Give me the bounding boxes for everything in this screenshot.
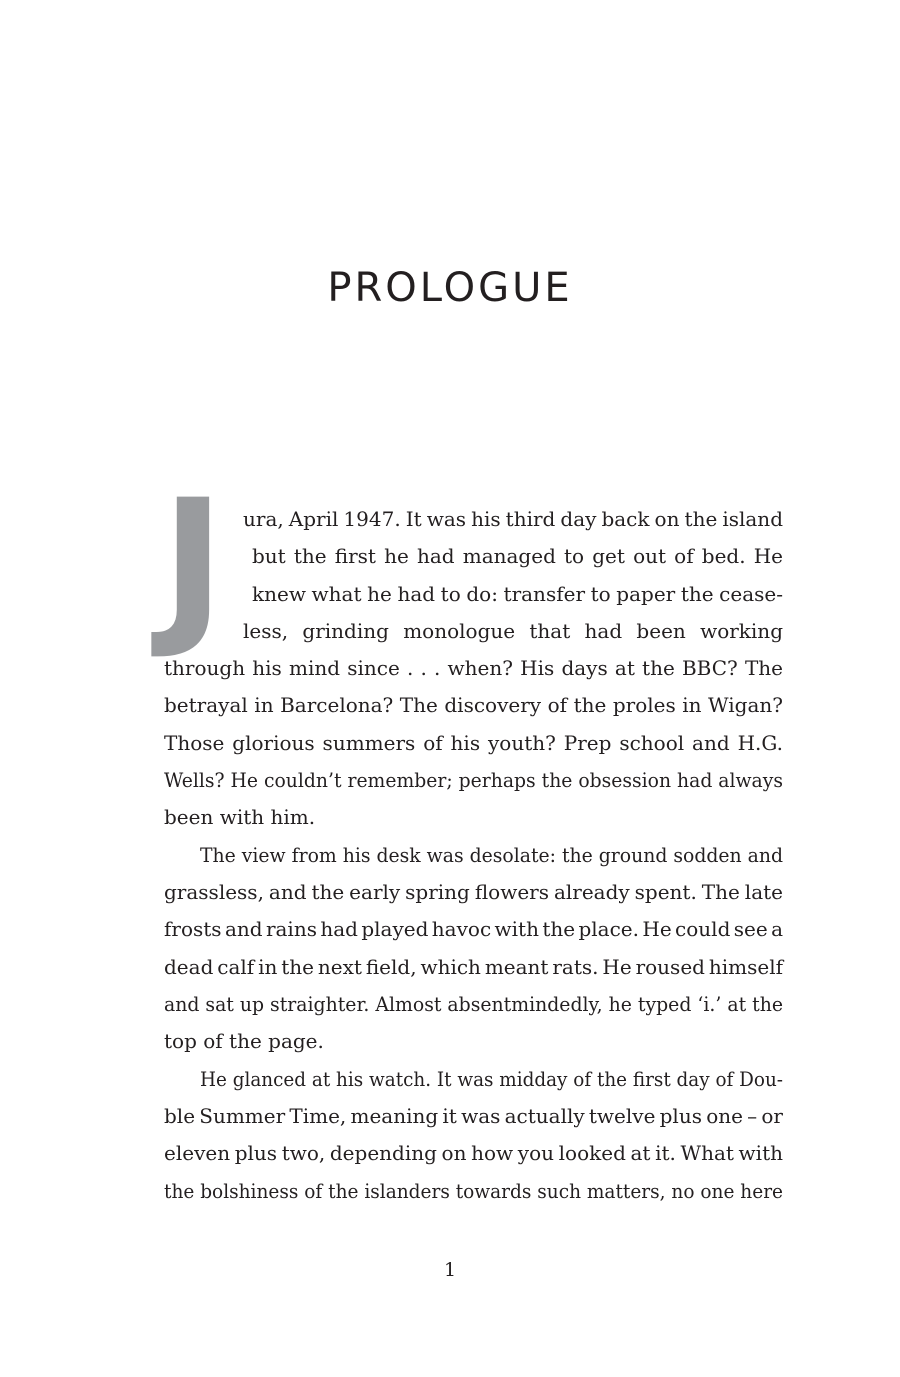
drop-cap-letter: J: [161, 462, 225, 663]
text-line: He glanced at his watch. It was midday of the first day of Dou-: [200, 1067, 783, 1091]
page-number: 1: [443, 1259, 457, 1281]
text-line: ble Summer Time, meaning it was actually twelve plus one – or: [164, 1104, 783, 1128]
text-line: and sat up straighter. Almost absentmindedly, he typed ‘i.’ at the: [164, 992, 783, 1016]
text-line: less, grinding monologue that had been working: [243, 619, 783, 643]
text-line: ura, April 1947. It was his third day back on the island: [243, 507, 783, 531]
text-line: through his mind since . . . when? His days at the BBC? The: [164, 656, 783, 680]
text-line: frosts and rains had played havoc with the place. He could see a: [164, 917, 783, 941]
text-line: knew what he had to do: transfer to paper the cease-: [252, 582, 784, 606]
text-line: the bolshiness of the islanders towards such matters, no one here: [164, 1179, 783, 1203]
text-line: grassless, and the early spring flowers already spent. The late: [164, 880, 784, 904]
chapter-title: PROLOGUE: [327, 265, 573, 311]
text-line: Wells? He couldn’t remember; perhaps the obsession had always: [164, 768, 783, 792]
text-line: but the first he had managed to get out of bed. He: [252, 544, 783, 568]
text-line: dead calf in the next field, which meant rats. He roused himself: [164, 955, 783, 979]
text-line: eleven plus two, depending on how you looked at it. What with: [164, 1141, 783, 1165]
text-line: The view from his desk was desolate: the ground sodden and: [200, 843, 783, 867]
text-line: Those glorious summers of his youth? Prep school and H.G.: [164, 731, 783, 755]
text-line: betrayal in Barcelona? The discovery of the proles in Wigan?: [164, 693, 783, 717]
text-line: been with him.: [164, 805, 316, 829]
text-line: top of the page.: [164, 1029, 324, 1053]
